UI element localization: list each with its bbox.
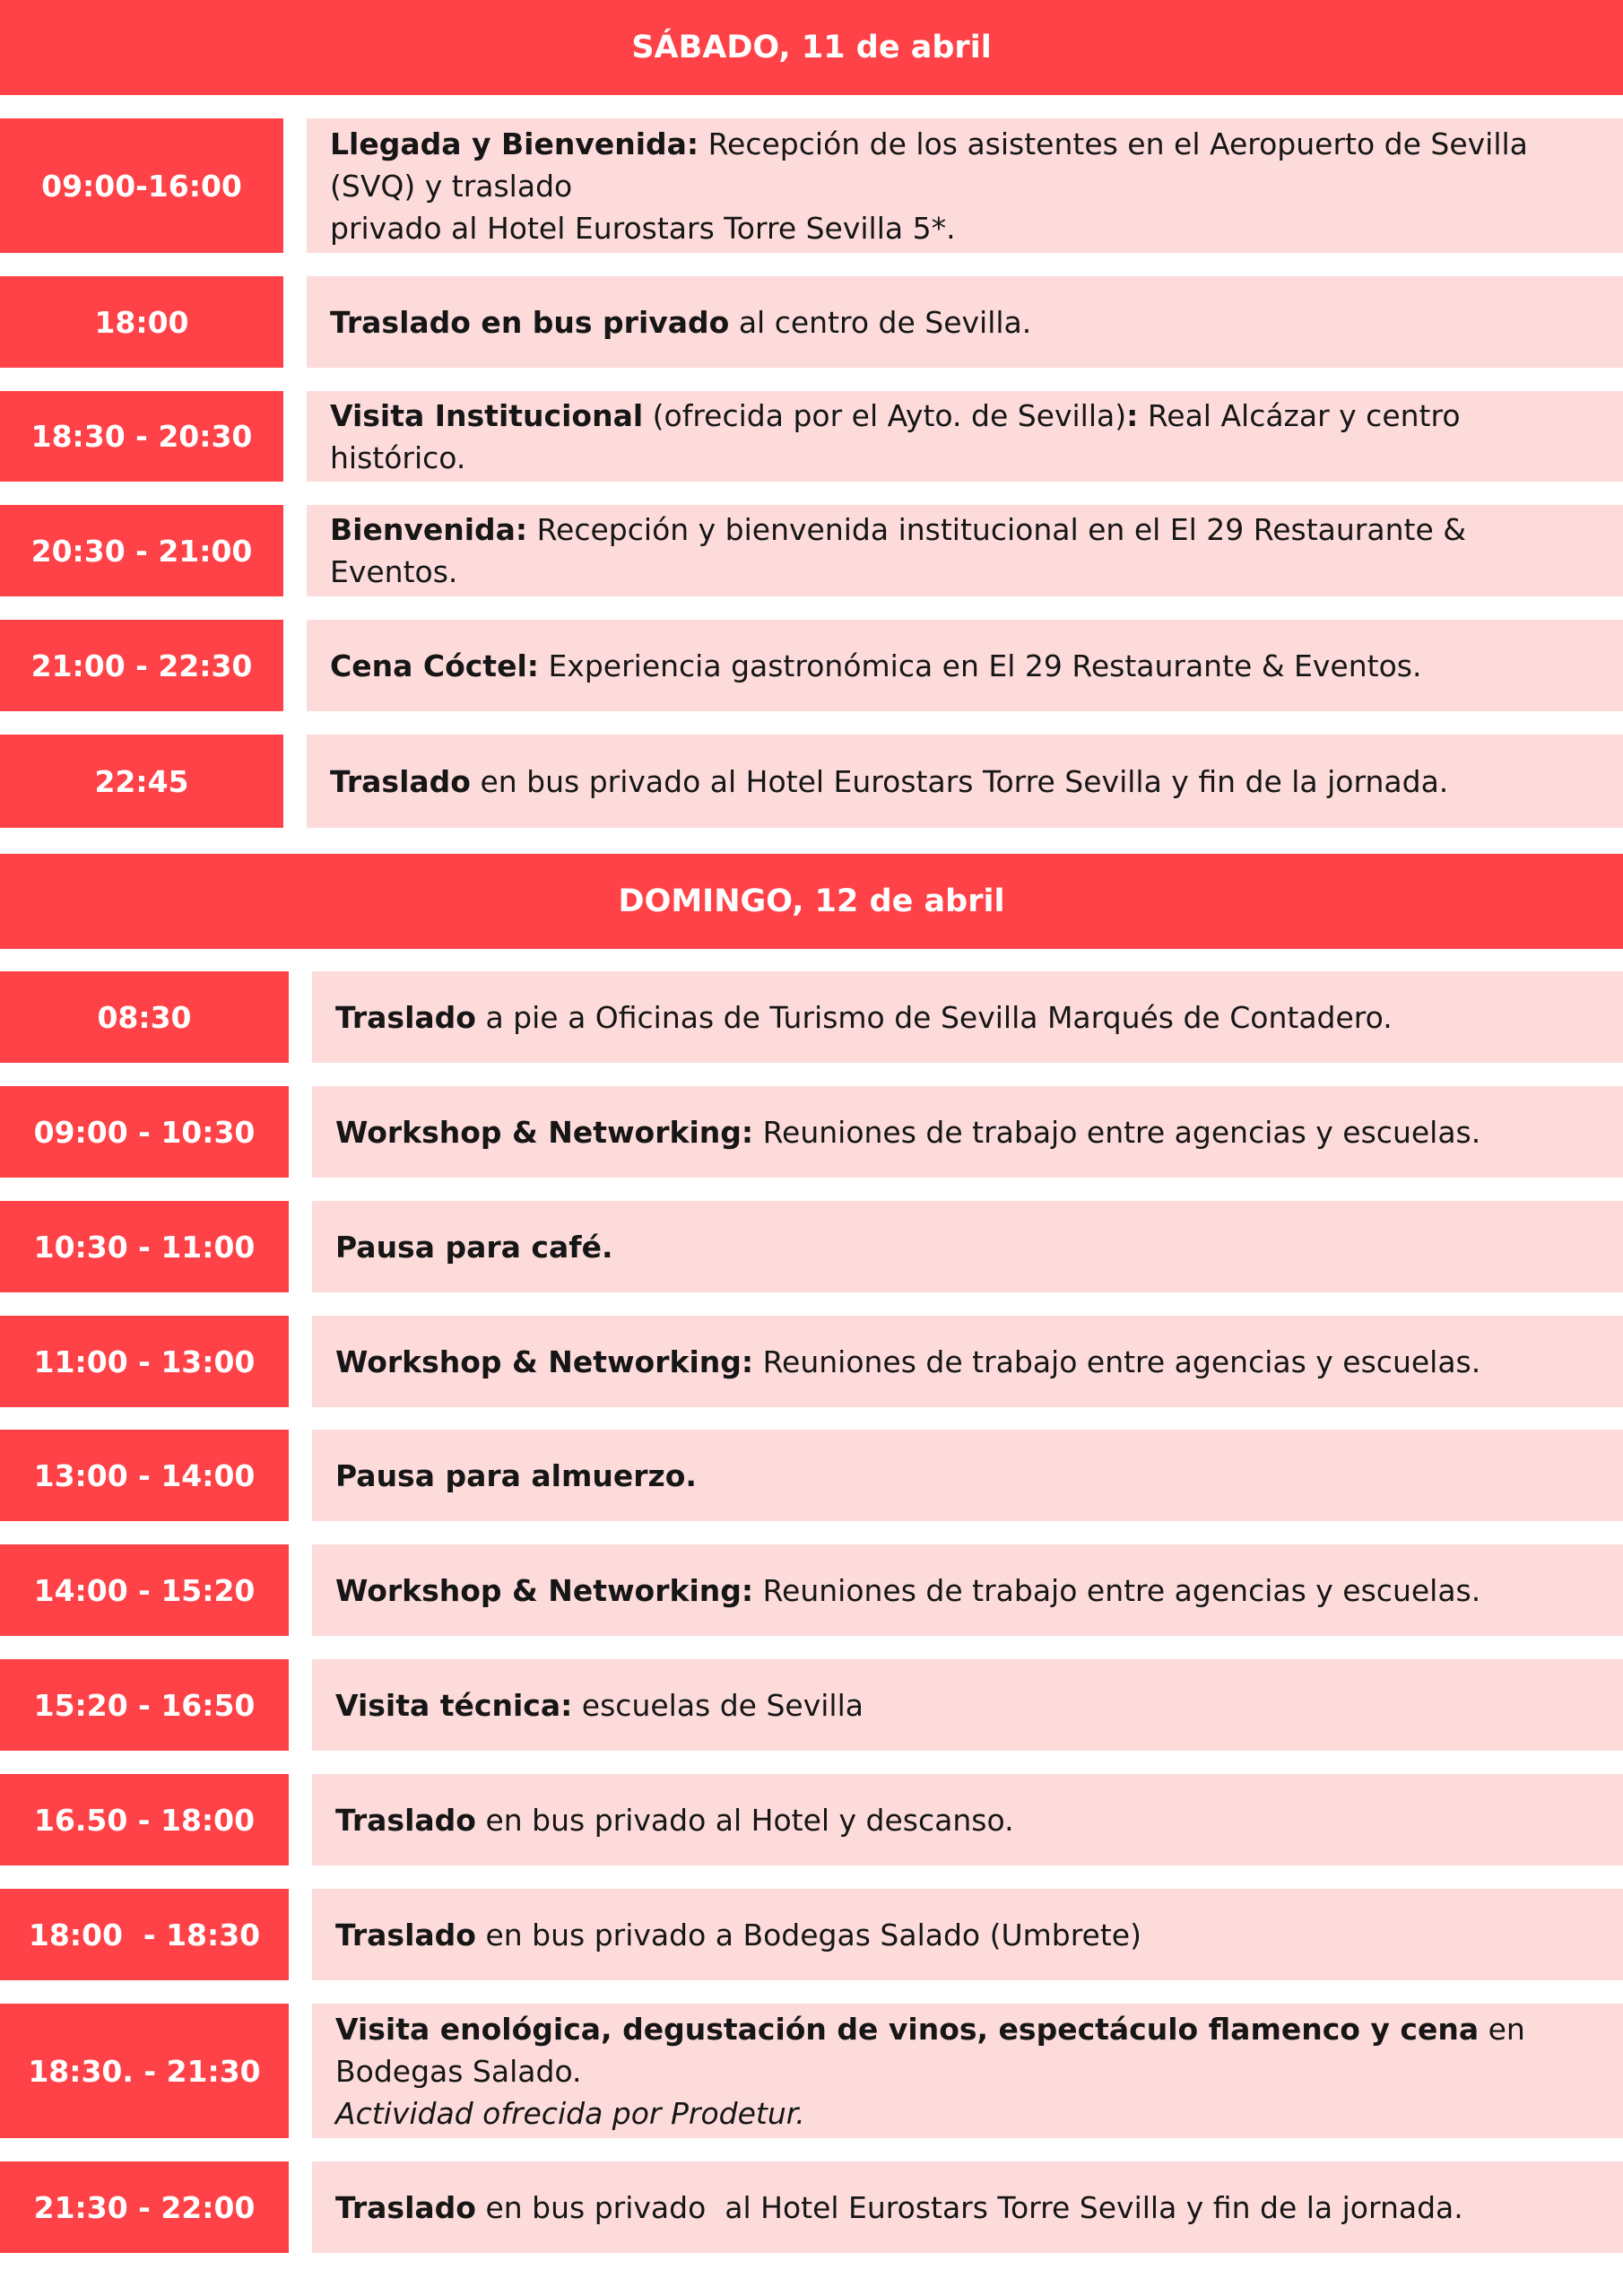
time-cell: 13:00 - 14:00 bbox=[0, 1430, 289, 1521]
time-cell: 11:00 - 13:00 bbox=[0, 1316, 289, 1407]
schedule-row bbox=[0, 1544, 1623, 1636]
description-line bbox=[335, 1799, 1600, 1841]
bold-text: Pausa para almuerzo. bbox=[335, 1457, 697, 1493]
bold-text: Visita técnica: bbox=[335, 1687, 573, 1723]
description-line bbox=[335, 1226, 1600, 1268]
description-line bbox=[335, 1914, 1600, 1956]
schedule-row bbox=[0, 276, 1623, 368]
time-cell: 20:30 - 21:00 bbox=[0, 505, 283, 596]
time-cell: 18:30. - 21:30 bbox=[0, 2004, 289, 2138]
text: (ofrecida por el Ayto. de Sevilla) bbox=[643, 397, 1127, 433]
schedule-row bbox=[0, 1430, 1623, 1521]
text: Reuniones de trabajo entre agencias y escuelas. bbox=[753, 1114, 1481, 1150]
description-cell bbox=[312, 1201, 1623, 1292]
time-cell: 09:00 - 10:30 bbox=[0, 1086, 289, 1178]
italic-text: Actividad ofrecida por Prodetur. bbox=[335, 2095, 805, 2131]
bold-text: Traslado bbox=[335, 1802, 476, 1838]
description-cell bbox=[312, 1544, 1623, 1636]
description-cell bbox=[312, 1889, 1623, 1980]
time-cell: 22:45 bbox=[0, 735, 283, 828]
time-cell: 09:00-16:00 bbox=[0, 118, 283, 253]
bold-text: : bbox=[1126, 397, 1139, 433]
description-line bbox=[335, 1570, 1600, 1612]
time-cell: 16.50 - 18:00 bbox=[0, 1774, 289, 1866]
text: Reuniones de trabajo entre agencias y escuelas. bbox=[753, 1344, 1481, 1379]
description-line bbox=[330, 761, 1600, 803]
text: en bus privado a Bodegas Salado (Umbrete) bbox=[475, 1917, 1141, 1952]
text: Real Alcázar y centro histórico. bbox=[330, 397, 1471, 475]
description-cell bbox=[307, 391, 1623, 482]
time-cell: 21:30 - 22:00 bbox=[0, 2161, 289, 2253]
bold-text: Traslado bbox=[330, 763, 471, 799]
bold-text: Workshop & Networking: bbox=[335, 1572, 754, 1608]
time-cell: 14:00 - 15:20 bbox=[0, 1544, 289, 1636]
description-line bbox=[335, 2092, 1600, 2135]
bold-text: Cena Cóctel: bbox=[330, 648, 539, 683]
description-cell bbox=[307, 118, 1623, 253]
schedule-row bbox=[0, 1889, 1623, 1980]
day-header: DOMINGO, 12 de abril bbox=[0, 854, 1623, 949]
schedule-row bbox=[0, 2161, 1623, 2253]
bold-text: Pausa para café. bbox=[335, 1229, 613, 1265]
schedule-row bbox=[0, 2004, 1623, 2138]
schedule-row bbox=[0, 1659, 1623, 1751]
schedule-row bbox=[0, 735, 1623, 828]
bold-text: Traslado bbox=[335, 999, 476, 1035]
day-header: SÁBADO, 11 de abril bbox=[0, 0, 1623, 95]
schedule-row bbox=[0, 118, 1623, 253]
bold-text: Visita enológica, degustación de vinos, espectáculo flamenco y cena bbox=[335, 2011, 1480, 2047]
text: en bus privado al Hotel Eurostars Torre Sevilla y fin de la jornada. bbox=[470, 763, 1449, 799]
bold-text: Bienvenida: bbox=[330, 512, 528, 547]
bold-text: Visita Institucional bbox=[330, 397, 644, 433]
text: Recepción de los asistentes en el Aeropuerto de Sevilla (SVQ) y traslado bbox=[330, 126, 1538, 204]
text: a pie a Oficinas de Turismo de Sevilla Marqués de Contadero. bbox=[475, 999, 1393, 1035]
description-line bbox=[335, 996, 1600, 1039]
description-cell bbox=[312, 971, 1623, 1063]
bold-text: Traslado en bus privado bbox=[330, 304, 730, 340]
schedule-row bbox=[0, 1774, 1623, 1866]
schedule-row bbox=[0, 971, 1623, 1063]
text: en bus privado al Hotel Eurostars Torre Sevilla y fin de la jornada. bbox=[475, 2189, 1463, 2225]
schedule-row bbox=[0, 620, 1623, 711]
text: Experiencia gastronómica en El 29 Restaurante & Eventos. bbox=[538, 648, 1422, 683]
schedule-row bbox=[0, 1086, 1623, 1178]
text: en Bodegas Salado. bbox=[335, 2011, 1535, 2089]
description-line bbox=[335, 2187, 1600, 2229]
schedule-row bbox=[0, 1201, 1623, 1292]
text: escuelas de Sevilla bbox=[572, 1687, 864, 1723]
description-cell bbox=[312, 1659, 1623, 1751]
description-line bbox=[330, 123, 1600, 207]
bold-text: Workshop & Networking: bbox=[335, 1344, 754, 1379]
bold-text: Traslado bbox=[335, 2189, 476, 2225]
schedule-row bbox=[0, 391, 1623, 482]
schedule-row bbox=[0, 505, 1623, 596]
description-line bbox=[330, 301, 1600, 344]
time-cell: 21:00 - 22:30 bbox=[0, 620, 283, 711]
description-line bbox=[335, 1111, 1600, 1153]
time-cell: 18:00 bbox=[0, 276, 283, 368]
bold-text: Llegada y Bienvenida: bbox=[330, 126, 699, 161]
description-cell bbox=[307, 620, 1623, 711]
description-line bbox=[335, 1341, 1600, 1383]
text: Recepción y bienvenida institucional en el El 29 Restaurante & Eventos. bbox=[330, 512, 1476, 589]
description-cell bbox=[307, 735, 1623, 828]
description-line bbox=[330, 509, 1600, 593]
time-cell: 10:30 - 11:00 bbox=[0, 1201, 289, 1292]
time-cell: 08:30 bbox=[0, 971, 289, 1063]
description-cell bbox=[312, 2004, 1623, 2138]
description-line bbox=[335, 2008, 1600, 2092]
description-cell bbox=[312, 1774, 1623, 1866]
description-line bbox=[330, 645, 1600, 687]
description-cell bbox=[312, 2161, 1623, 2253]
time-cell: 15:20 - 16:50 bbox=[0, 1659, 289, 1751]
text: Reuniones de trabajo entre agencias y escuelas. bbox=[753, 1572, 1481, 1608]
description-cell bbox=[312, 1316, 1623, 1407]
text: privado al Hotel Eurostars Torre Sevilla 5*. bbox=[330, 210, 956, 246]
description-line bbox=[335, 1455, 1600, 1497]
description-cell bbox=[312, 1086, 1623, 1178]
text: al centro de Sevilla. bbox=[729, 304, 1032, 340]
text: en bus privado al Hotel y descanso. bbox=[475, 1802, 1014, 1838]
schedule-row bbox=[0, 1316, 1623, 1407]
time-cell: 18:00 - 18:30 bbox=[0, 1889, 289, 1980]
description-line bbox=[330, 207, 1600, 249]
description-cell bbox=[307, 505, 1623, 596]
description-line bbox=[330, 395, 1600, 479]
description-line bbox=[335, 1684, 1600, 1726]
time-cell: 18:30 - 20:30 bbox=[0, 391, 283, 482]
bold-text: Workshop & Networking: bbox=[335, 1114, 754, 1150]
description-cell bbox=[312, 1430, 1623, 1521]
bold-text: Traslado bbox=[335, 1917, 476, 1952]
description-cell bbox=[307, 276, 1623, 368]
